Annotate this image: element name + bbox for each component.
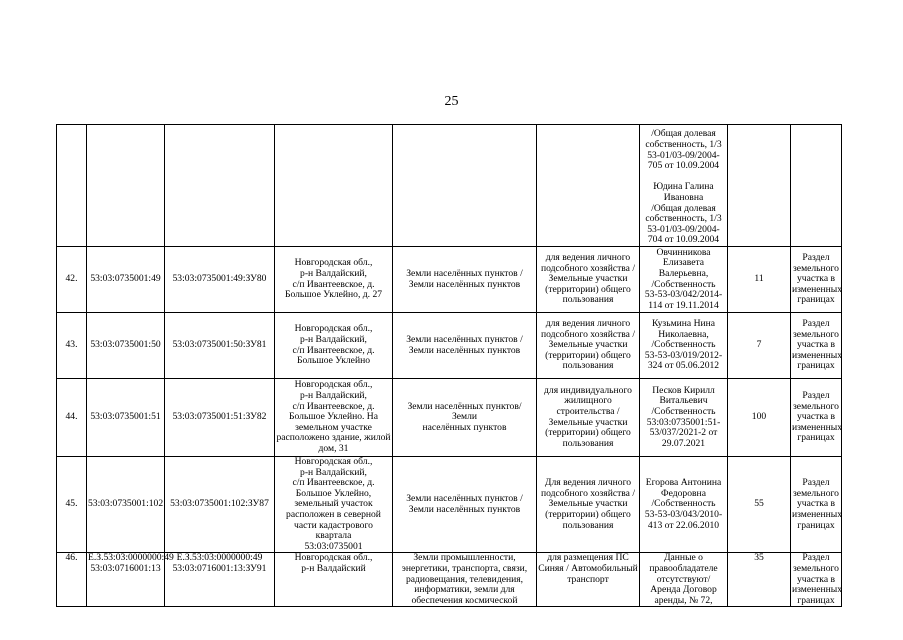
table-row <box>57 247 842 313</box>
new-cadastral-number: 53:03:0735001:50:ЗУ81 <box>165 313 275 379</box>
new-cadastral-number: 53:03:0735001:102:ЗУ87 <box>165 457 275 553</box>
cadastral-number: 53:03:0735001:50 <box>87 313 165 379</box>
permitted-use-cell: для размещения ПС Синяя / Автомобильный транспорт <box>537 553 640 607</box>
cadastral-number: 53:03:0735001:51 <box>87 379 165 457</box>
row-number: 42. <box>57 247 87 313</box>
rights-holder-cell: Овчинникова Елизавета Валерьевна, /Собственность 53-53-03/042/2014- 114 от 19.11.2014 <box>640 247 728 313</box>
land-category-cell: Земли промышленности, энергетики, транспорта, связи, радиовещания, телевидения, информатики, земли для обеспечения космической <box>393 553 537 607</box>
rights-holder-cell: Песков Кирилл Витальевич /Собственность 53:03:0735001:51- 53/037/2021-2 от 29.07.2021 <box>640 379 728 457</box>
row-number: 43. <box>57 313 87 379</box>
note-cell <box>791 125 842 247</box>
table-row <box>57 553 842 607</box>
note-cell: Раздел земельного участка в измененных границах <box>791 313 842 379</box>
rights-holder-cell: /Общая долевая собственность, 1/3 53-01/03-09/2004- 705 от 10.09.2004 Юдина Галина Ивановна /Общая долевая собственность, 1/3 53-01/03-09/2004- 704 от 10.09.2004 <box>640 125 728 247</box>
permitted-use-cell: Для ведения личного подсобного хозяйства / Земельные участки (территории) общего пользования <box>537 457 640 553</box>
table-body <box>57 125 842 607</box>
land-category-cell: Земли населённых пунктов/ Земли населённых пунктов <box>393 379 537 457</box>
note-cell: Раздел земельного участка в измененных границах <box>792 552 843 606</box>
row-number: 46. <box>57 553 87 607</box>
land-category-cell: Земли населённых пунктов / Земли населённых пунктов <box>393 457 537 553</box>
land-category-cell: Земли населённых пунктов / Земли населённых пунктов <box>393 313 537 379</box>
cadastral-number <box>87 125 165 247</box>
area-cell: 11 <box>728 247 791 313</box>
permitted-use-cell: для ведения личного подсобного хозяйства / Земельные участки (территории) общего пользования <box>537 313 640 379</box>
land-category-cell: Земли населённых пунктов / Земли населённых пунктов <box>393 247 537 313</box>
note-cell: Раздел земельного участка в измененных границах <box>791 457 842 553</box>
new-cadastral-number: 53:03:0735001:49:ЗУ80 <box>165 247 275 313</box>
rights-holder-cell: Данные о правообладателе отсутствуют/ Аренда Договор аренды, № 72, <box>640 553 728 607</box>
table-row <box>57 313 842 379</box>
cadastral-number: Е.З.53:03:0000000:49 53:03:0716001:13 <box>87 553 165 607</box>
area-cell: 100 <box>728 379 791 457</box>
row-number: 45. <box>57 457 87 553</box>
note-cell: Раздел земельного участка в измененных границах <box>791 247 842 313</box>
page-number: 25 <box>444 94 459 109</box>
address-cell: Новгородская обл., р-н Валдайский, с/п Ивантеевское, д. Большое Уклейно, д. 27 <box>275 247 393 313</box>
cadastral-number: 53:03:0735001:49 <box>87 247 165 313</box>
area-cell: 55 <box>728 457 791 553</box>
area-cell <box>728 125 791 247</box>
permitted-use-cell: для индивидуального жилищного строительства / Земельные участки (территории) общего пользования <box>537 379 640 457</box>
rights-holder-cell: Егорова Антонина Федоровна /Собственность 53-53-03/043/2010- 413 от 22.06.2010 <box>640 457 728 553</box>
land-plots-table <box>56 124 842 607</box>
note-cell: Раздел земельного участка в измененных границах <box>791 379 842 457</box>
row-number: 44. <box>57 379 87 457</box>
address-cell <box>275 125 393 247</box>
address-cell: Новгородская обл., р-н Валдайский <box>275 553 393 607</box>
cadastral-number: 53:03:0735001:102 <box>87 457 165 553</box>
new-cadastral-number <box>165 125 275 247</box>
table-row <box>57 457 842 553</box>
table-row <box>57 379 842 457</box>
permitted-use-cell <box>537 125 640 247</box>
row-number <box>57 125 87 247</box>
permitted-use-cell: для ведения личного подсобного хозяйства / Земельные участки (территории) общего пользования <box>537 247 640 313</box>
land-category-cell <box>393 125 537 247</box>
address-cell: Новгородская обл., р-н Валдайский, с/п Ивантеевское, д. Большое Уклейно <box>275 313 393 379</box>
address-cell: Новгородская обл., р-н Валдайский, с/п Ивантеевское, д. Большое Уклейно. На земельном участке расположено здание, жилой дом, 31 <box>275 379 393 457</box>
area-cell: 7 <box>728 313 791 379</box>
new-cadastral-number: Е.З.53:03:0000000:49 53:03:0716001:13:ЗУ91 <box>165 553 275 607</box>
table-row <box>57 125 842 247</box>
new-cadastral-number: 53:03:0735001:51:ЗУ82 <box>165 379 275 457</box>
rights-holder-cell: Кузьмина Нина Николаевна, /Собственность 53-53-03/019/2012- 324 от 05.06.2012 <box>640 313 728 379</box>
area-cell: 35 <box>728 553 791 607</box>
address-cell: Новгородская обл., р-н Валдайский, с/п Ивантеевское, д. Большое Уклейно, земельный участок расположен в северной части кадастрового квартала 53:03:0735001 <box>275 457 393 553</box>
